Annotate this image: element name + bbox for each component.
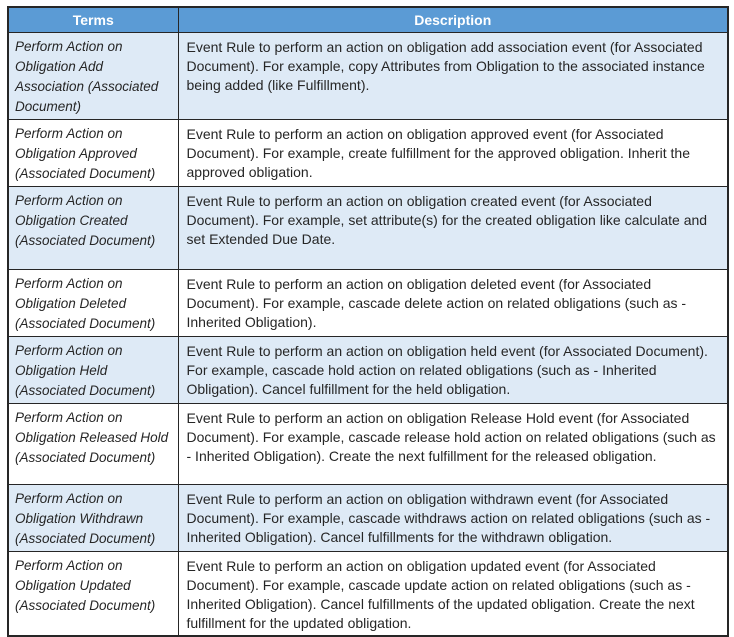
description-cell: Event Rule to perform an action on obligation withdrawn event (for Associated Document). For example, cascade withdraws action on related obligations (such as - Inherited Obligation). Cancel fulfillments for the withdrawn obligation.: [178, 484, 728, 551]
description-cell: Event Rule to perform an action on obligation created event (for Associated Document). For example, set attribute(s) for the created obligation like calculate and set Extended Due Date.: [178, 186, 728, 269]
table-row: [8, 269, 728, 336]
term-cell: Perform Action on Obligation Approved (Associated Document): [8, 119, 178, 186]
description-cell: Event Rule to perform an action on obligation held event (for Associated Document). For example, cascade hold action on related obligations (such as - Inherited Obligation). Cancel fulfillment for the held obligation.: [178, 336, 728, 403]
table-row: [8, 403, 728, 484]
table-row: [8, 484, 728, 551]
table-row: [8, 119, 728, 186]
table-row: [8, 32, 728, 119]
terms-column-header: Terms: [8, 7, 178, 32]
term-cell: Perform Action on Obligation Created (Associated Document): [8, 186, 178, 269]
term-cell: Perform Action on Obligation Released Hold (Associated Document): [8, 403, 178, 484]
table-row: [8, 186, 728, 269]
description-cell: Event Rule to perform an action on obligation Release Hold event (for Associated Document). For example, cascade release hold action on related obligations (such as - Inherited Obligation). Create the next fulfillment for the released obligation.: [178, 403, 728, 484]
terms-description-table: [7, 6, 729, 637]
term-cell: Perform Action on Obligation Add Association (Associated Document): [8, 32, 178, 119]
description-cell: Event Rule to perform an action on obligation deleted event (for Associated Document). For example, cascade delete action on related obligations (such as - Inherited Obligation).: [178, 269, 728, 336]
description-cell: Event Rule to perform an action on obligation approved event (for Associated Document). For example, create fulfillment for the approved obligation. Inherit the approved obligation.: [178, 119, 728, 186]
term-cell: Perform Action on Obligation Held (Associated Document): [8, 336, 178, 403]
description-column-header: Description: [178, 7, 728, 32]
description-cell: Event Rule to perform an action on obligation updated event (for Associated Document). For example, cascade update action on related obligations (such as - Inherited Obligation). Cancel fulfillments of the updated obligation. Create the next fulfillment for the updated obligation.: [178, 551, 728, 636]
term-cell: Perform Action on Obligation Withdrawn (Associated Document): [8, 484, 178, 551]
table-row: [8, 336, 728, 403]
term-cell: Perform Action on Obligation Deleted (Associated Document): [8, 269, 178, 336]
table-header-row: [8, 7, 728, 32]
description-cell: Event Rule to perform an action on obligation add association event (for Associated Document). For example, copy Attributes from Obligation to the associated instance being added (like Fulfillment).: [178, 32, 728, 119]
term-cell: Perform Action on Obligation Updated (Associated Document): [8, 551, 178, 636]
table-row: [8, 551, 728, 636]
